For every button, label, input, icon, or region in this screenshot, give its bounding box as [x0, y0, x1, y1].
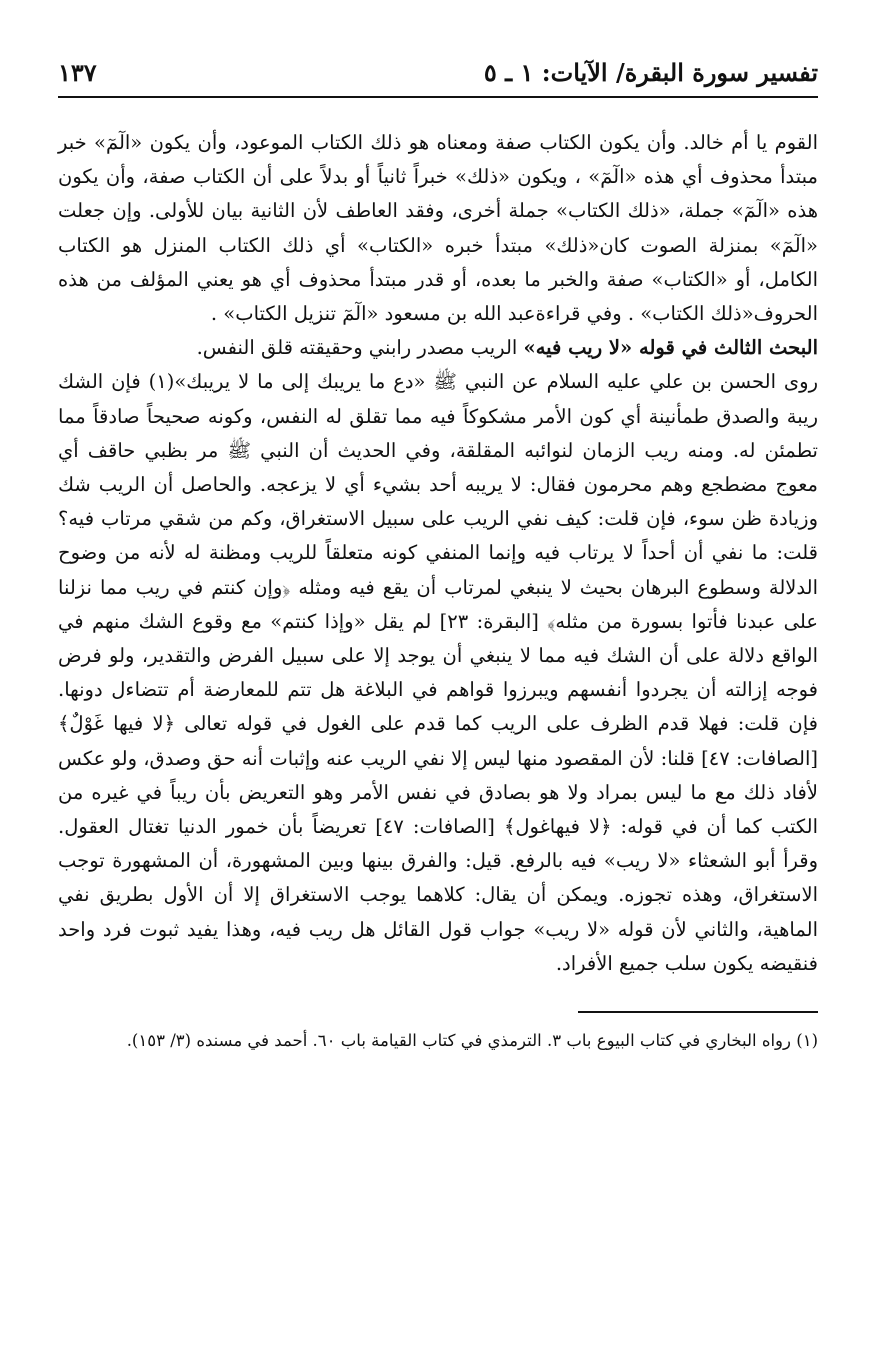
footnote-text: (١) رواه البخاري في كتاب البيوع باب ٣. الترمذي في كتاب القيامة باب ٦٠. أحمد في مسنده (٣/ ١٥٣). [126, 1031, 818, 1051]
body-text [58, 126, 818, 981]
running-title: تفسير سورة البقرة/ الآيات: ١ ـ ٥ [483, 58, 818, 87]
page-header [58, 56, 818, 98]
section-paragraph [58, 331, 818, 365]
page-number: ١٣٧ [58, 58, 97, 87]
footnote-separator [578, 1011, 818, 1013]
paragraph-2: روى الحسن بن علي عليه السلام عن النبي ﷺ «دع ما يريبك إلى ما لا يريبك»(١) فإن الشك ريبة والصدق طمأنينة أي كون الأمر مشكوكاً فيه مما تقلق له النفس، وكونه صحيحاً صادقاً مما تطمئن له. ومنه ريب الزمان لنوائبه المقلقة، وفي الحديث أن النبي ﷺ مر بظبي حاقف أي معوج مضطجع وهم محرمون فقال: لا يريبه أحد بشيء أي لا يزعجه. والحاصل أن الريب شك وزيادة ظن سوء، فإن قلت: كيف نفي الريب على سبيل الاستغراق، وكم من شقي مرتاب فيه؟ قلت: ما نفي أن أحداً لا يرتاب فيه وإنما المنفي كونه متعلقاً للريب ومظنة له لأنه من وضوح الدلالة وسطوع البرهان بحيث لا ينبغي لمرتاب أن يقع فيه ومثله ﴿وإن كنتم في ريب مما نزلنا على عبدنا فأتوا بسورة من مثله﴾ [البقرة: ٢٣] لم يقل «وإذا كنتم» مع وقوع الشك منهم في الواقع دلالة على أن الشك فيه مما لا ينبغي أن يوجد إلا على سبيل الفرض والتقدير، ولو فرض فوجه إزالته أن يجردوا أنفسهم ويبرزوا قواهم في البلاغة هل تتم للمعارضة أم تتضاءل دونها. فإن قلت: فهلا قدم الظرف على الريب كما قدم على الغول في قوله تعالى ﴿لا فيها غَوْلٌ﴾ [الصافات: ٤٧] قلنا: لأن المقصود منها ليس إلا نفي الريب عنه وإثبات أنه حق وصدق، ولو عكس لأفاد ذلك مع ما ليس بمراد ولا هو بصادق في نفس الأمر وهو التعريض بأن ريباً في غيره من الكتب كما أن في قوله: ﴿لا فيهاغول﴾ [الصافات: ٤٧] تعريضاً بأن خمور الدنيا تغتال العقول. وقرأ أبو الشعثاء «لا ريب» فيه بالرفع. قيل: والفرق بينها وبين المشهورة، أن المشهورة توجب الاستغراق، وهذه تجوزه. ويمكن أن يقال: كلاهما يوجب الاستغراق إلا أن الأول بطريق نفي الماهية، والثاني لأن قوله «لا ريب» جواب قول القائل هل ريب فيه، وهذا يفيد ثبوت فرد واحد فنقيضه يكون سلب جميع الأفراد. [58, 370, 819, 975]
book-page [58, 56, 818, 1055]
section-heading: البحث الثالث في قوله «لا ريب فيه» [523, 336, 818, 360]
footnote [58, 1027, 818, 1055]
paragraph-1: القوم يا أم خالد. وأن يكون الكتاب صفة ومعناه هو ذلك الكتاب الموعود، وأن يكون «الٓمٓ» خبر مبتدأ محذوف أي هذه «الٓمٓ» ، ويكون «ذلك» خبراً ثانياً أو بدلاً على أن الكتاب صفة، وأن يكون هذه «الٓمٓ» جملة، «ذلك الكتاب» جملة أخرى، وفقد العاطف لأن الثانية بيان للأولى. وإن جعلت «الٓمٓ» بمنزلة الصوت كان«ذلك» مبتدأ خبره «الكتاب» أي ذلك الكتاب المنزل هو الكتاب الكامل، أو «الكتاب» صفة والخبر ما بعده، أو قدر مبتدأ محذوف أي هو يعني المؤلف من هذه الحروف«ذلك الكتاب» . وفي قراءةعبد الله بن مسعود «الٓمٓ تنزيل الكتاب» . [58, 131, 818, 326]
section-heading-rest: الريب مصدر رابني وحقيقته قلق النفس. [196, 336, 524, 360]
